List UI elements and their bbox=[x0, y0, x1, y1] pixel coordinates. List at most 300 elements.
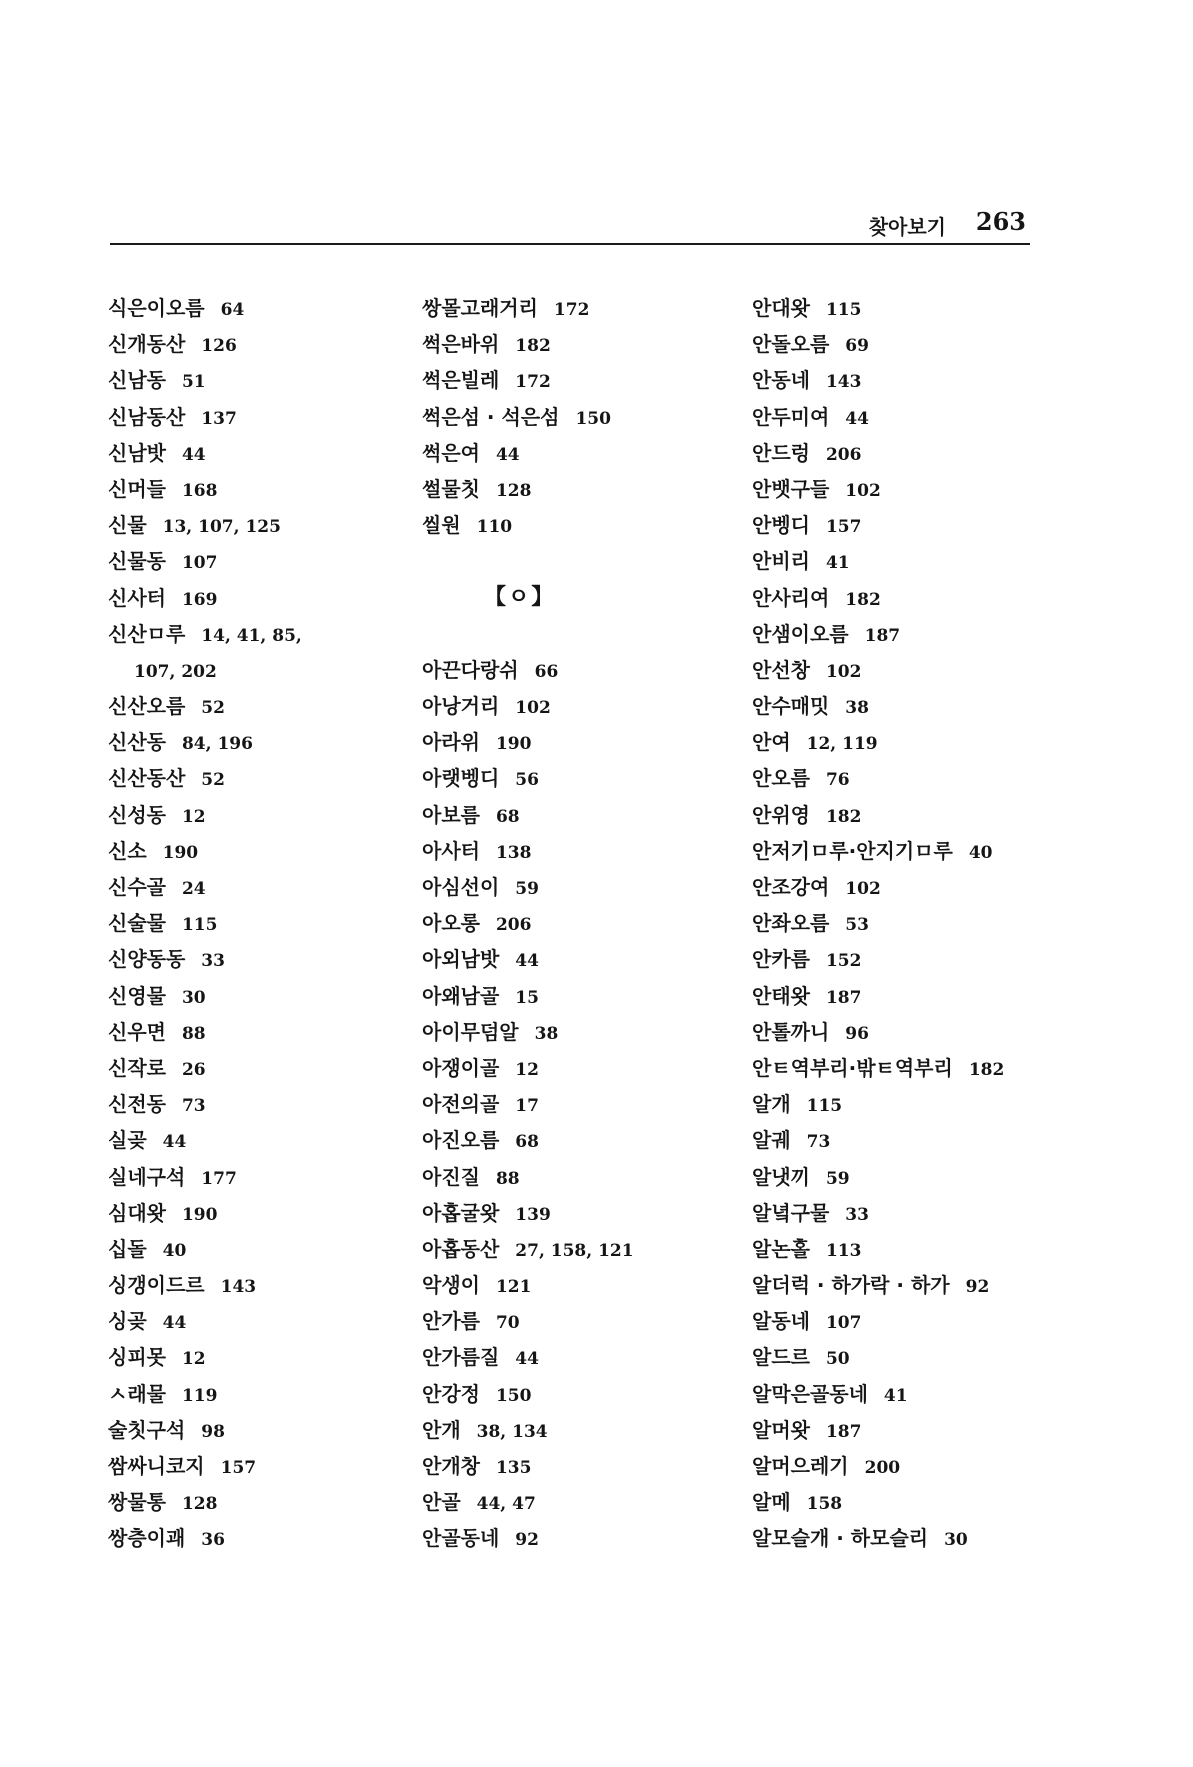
entry-pages: 137 bbox=[201, 408, 237, 429]
entry-pages: 12, 119 bbox=[806, 734, 878, 755]
index-entry bbox=[752, 362, 1052, 398]
entry-pages: 98 bbox=[201, 1421, 225, 1442]
index-entry bbox=[422, 399, 722, 435]
entry-term: 싱곶 bbox=[108, 1309, 147, 1334]
entry-pages: 70 bbox=[495, 1313, 520, 1334]
index-entry bbox=[752, 543, 1052, 579]
index-entry bbox=[752, 1050, 1052, 1086]
index-entry bbox=[752, 1195, 1052, 1231]
entry-pages: 182 bbox=[825, 806, 862, 827]
entry-term: 알막은골동네 bbox=[752, 1381, 868, 1406]
entry-pages: 121 bbox=[495, 1277, 532, 1298]
entry-term: 알개 bbox=[752, 1092, 791, 1117]
entry-term: 신소 bbox=[108, 838, 147, 863]
entry-pages: 50 bbox=[825, 1349, 850, 1370]
entry-term: 아쟁이골 bbox=[422, 1055, 500, 1080]
entry-pages: 172 bbox=[553, 300, 590, 320]
entry-term: 아이무덤알 bbox=[422, 1019, 519, 1044]
index-entry bbox=[422, 1159, 722, 1195]
entry-pages: 102 bbox=[845, 480, 881, 501]
entry-term: 썩은바위 bbox=[422, 332, 500, 357]
entry-term: 안비리 bbox=[752, 549, 810, 574]
index-entry bbox=[752, 1303, 1052, 1339]
entry-pages: 150 bbox=[495, 1385, 532, 1406]
entry-term: 신산오름 bbox=[108, 694, 186, 719]
entry-pages: 15 bbox=[515, 987, 539, 1008]
entry-term: 안태왓 bbox=[752, 983, 810, 1008]
entry-pages: 115 bbox=[825, 300, 862, 320]
entry-term: 썰물칫 bbox=[422, 476, 480, 501]
index-entry bbox=[422, 833, 722, 869]
entry-pages: 84, 196 bbox=[181, 734, 253, 755]
entry-pages: 44 bbox=[162, 1313, 187, 1334]
entry-pages: 38 bbox=[845, 698, 869, 719]
entry-pages: 44 bbox=[845, 408, 869, 429]
index-entry bbox=[752, 1231, 1052, 1267]
entry-pages: 44 bbox=[181, 444, 206, 465]
index-entry bbox=[752, 1086, 1052, 1122]
entry-term: 알논홀 bbox=[752, 1236, 810, 1261]
entry-pages: 13, 107, 125 bbox=[162, 517, 281, 538]
entry-term: 안저기ㅁ루·안지기ㅁ루 bbox=[752, 838, 953, 863]
entry-pages: 36 bbox=[201, 1530, 225, 1551]
entry-pages: 102 bbox=[515, 698, 551, 719]
entry-pages: 187 bbox=[864, 625, 901, 646]
entry-term: 안두미여 bbox=[752, 404, 830, 429]
entry-pages: 169 bbox=[181, 589, 218, 610]
entry-pages: 206 bbox=[825, 444, 862, 465]
entry-term: 아진오름 bbox=[422, 1128, 500, 1153]
entry-term: 쌍물통 bbox=[108, 1490, 166, 1515]
entry-term: 아심선이 bbox=[422, 875, 500, 899]
index-entry bbox=[108, 797, 408, 833]
index-entry bbox=[422, 1303, 722, 1339]
entry-pages: 182 bbox=[968, 1059, 1005, 1080]
entry-pages: 135 bbox=[495, 1458, 532, 1478]
index-entry bbox=[108, 1448, 408, 1484]
entry-term: 신술물 bbox=[108, 911, 166, 936]
entry-pages: 40 bbox=[162, 1240, 187, 1261]
page-number: 263 bbox=[975, 207, 1026, 236]
entry-term: 알냇끼 bbox=[752, 1164, 810, 1189]
index-entry bbox=[422, 1086, 722, 1122]
entry-term: 알드르 bbox=[752, 1345, 810, 1370]
entry-term: 안가름 bbox=[422, 1309, 480, 1334]
entry-term: 씰원 bbox=[422, 513, 461, 538]
entry-term: 안가름질 bbox=[422, 1345, 500, 1370]
index-entry bbox=[108, 652, 408, 688]
entry-term: 안골 bbox=[422, 1490, 461, 1515]
entry-term: 안돌오름 bbox=[752, 332, 830, 357]
entry-pages: 177 bbox=[201, 1168, 237, 1189]
index-entry bbox=[422, 1412, 722, 1448]
index-entry bbox=[108, 326, 408, 362]
entry-term: 안개 bbox=[422, 1417, 461, 1442]
index-entry bbox=[752, 1376, 1052, 1412]
entry-term: 쌍층이괘 bbox=[108, 1526, 186, 1551]
entry-term: 신사터 bbox=[108, 585, 166, 610]
entry-term: 안강정 bbox=[422, 1381, 480, 1406]
entry-term: 십돌 bbox=[108, 1236, 147, 1261]
entry-term: 알머왓 bbox=[752, 1417, 810, 1442]
entry-term: 아오롱 bbox=[422, 911, 480, 936]
index-entry bbox=[422, 1267, 722, 1303]
index-entry bbox=[422, 797, 722, 833]
index-entry bbox=[108, 1484, 408, 1520]
index-entry bbox=[752, 1014, 1052, 1050]
entry-term: 안카름 bbox=[752, 947, 810, 972]
entry-pages: 102 bbox=[825, 661, 862, 682]
index-entry bbox=[108, 543, 408, 579]
entry-term: 신산동 bbox=[108, 730, 166, 755]
entry-pages: 110 bbox=[476, 517, 513, 538]
entry-pages: 64 bbox=[220, 300, 245, 320]
entry-term: 신개동산 bbox=[108, 332, 186, 357]
entry-pages: 12 bbox=[181, 1349, 206, 1370]
index-entry bbox=[108, 580, 408, 616]
entry-pages: 190 bbox=[181, 1204, 218, 1225]
index-entry bbox=[422, 978, 722, 1014]
index-entry bbox=[108, 905, 408, 941]
entry-term: 아홉굴왓 bbox=[422, 1200, 500, 1225]
entry-term: 안선창 bbox=[752, 657, 810, 682]
index-entry bbox=[422, 435, 722, 471]
entry-pages: 41 bbox=[883, 1385, 908, 1406]
entry-term: 신수골 bbox=[108, 875, 166, 899]
entry-pages: 73 bbox=[181, 1096, 206, 1117]
entry-pages: 30 bbox=[181, 987, 206, 1008]
index-entry bbox=[752, 652, 1052, 688]
entry-pages: 51 bbox=[181, 372, 206, 393]
entry-pages: 206 bbox=[495, 915, 532, 936]
index-entry bbox=[422, 471, 722, 507]
entry-pages: 107, 202 bbox=[134, 661, 217, 682]
entry-pages: 152 bbox=[825, 951, 862, 972]
index-entry bbox=[108, 1231, 408, 1267]
entry-term: 쌍몰고래거리 bbox=[422, 296, 538, 320]
index-entry bbox=[752, 869, 1052, 905]
entry-term: 안조강여 bbox=[752, 875, 830, 899]
entry-term: 실네구석 bbox=[108, 1164, 186, 1189]
entry-term: 알녘구물 bbox=[752, 1200, 830, 1225]
index-entry bbox=[752, 1267, 1052, 1303]
entry-term: 신성동 bbox=[108, 802, 166, 827]
entry-term: 알더럭 · 하가락 · 하가 bbox=[752, 1273, 950, 1298]
entry-pages: 182 bbox=[515, 336, 551, 357]
index-entry bbox=[422, 724, 722, 760]
index-entry bbox=[752, 1448, 1052, 1484]
entry-pages: 172 bbox=[515, 372, 551, 393]
entry-pages: 44 bbox=[515, 951, 539, 972]
entry-pages: 190 bbox=[495, 734, 532, 755]
entry-pages: 143 bbox=[220, 1277, 257, 1298]
entry-pages: 27, 158, 121 bbox=[515, 1240, 634, 1261]
entry-term: 신작로 bbox=[108, 1055, 166, 1080]
entry-pages: 138 bbox=[495, 842, 532, 863]
entry-term: 실곶 bbox=[108, 1128, 147, 1153]
entry-pages: 107 bbox=[825, 1313, 862, 1334]
entry-pages: 92 bbox=[515, 1530, 539, 1551]
entry-pages: 158 bbox=[806, 1494, 843, 1515]
entry-term: 안벵디 bbox=[752, 513, 810, 538]
index-entry bbox=[422, 1122, 722, 1158]
entry-term: 아사터 bbox=[422, 838, 480, 863]
index-entry bbox=[108, 507, 408, 543]
entry-pages: 182 bbox=[845, 589, 881, 610]
index-entry bbox=[422, 1014, 722, 1050]
index-entry bbox=[108, 362, 408, 398]
index-entry bbox=[108, 978, 408, 1014]
entry-pages: 126 bbox=[201, 336, 237, 357]
entry-pages: 40 bbox=[968, 842, 993, 863]
index-entry bbox=[108, 833, 408, 869]
entry-pages: 115 bbox=[806, 1096, 843, 1117]
entry-term: 신물동 bbox=[108, 549, 166, 574]
entry-pages: 44 bbox=[515, 1349, 539, 1370]
entry-term: 아홉동산 bbox=[422, 1236, 500, 1261]
entry-pages: 102 bbox=[845, 879, 881, 899]
entry-pages: 107 bbox=[181, 553, 218, 574]
index-entry bbox=[422, 507, 722, 543]
entry-term: 안톨까니 bbox=[752, 1019, 830, 1044]
index-entry bbox=[108, 941, 408, 977]
index-entry bbox=[108, 1050, 408, 1086]
entry-term: 신산ㅁ루 bbox=[108, 621, 186, 646]
index-entry bbox=[108, 688, 408, 724]
entry-term: 안대왓 bbox=[752, 296, 810, 320]
entry-term: 안사리여 bbox=[752, 585, 830, 610]
entry-pages: 143 bbox=[825, 372, 862, 393]
index-entry bbox=[108, 435, 408, 471]
entry-term: 안ㅌ역부리·밖ㅌ역부리 bbox=[752, 1055, 953, 1080]
entry-pages: 128 bbox=[495, 480, 532, 501]
entry-term: 싱피못 bbox=[108, 1345, 166, 1370]
entry-pages: 26 bbox=[181, 1059, 206, 1080]
entry-pages: 68 bbox=[495, 806, 520, 827]
entry-pages: 73 bbox=[806, 1132, 831, 1153]
entry-pages: 53 bbox=[845, 915, 869, 936]
index-entry bbox=[108, 1159, 408, 1195]
index-entry bbox=[422, 869, 722, 905]
entry-pages: 59 bbox=[825, 1168, 850, 1189]
index-entry bbox=[422, 1520, 722, 1556]
entry-term: 아낭거리 bbox=[422, 694, 500, 719]
entry-term: 술칫구석 bbox=[108, 1417, 186, 1442]
entry-term: 식은이오름 bbox=[108, 296, 205, 320]
index-entry bbox=[422, 1339, 722, 1375]
index-entry bbox=[422, 1448, 722, 1484]
entry-term: 신산동산 bbox=[108, 766, 186, 791]
index-entry bbox=[108, 1376, 408, 1412]
entry-pages: 115 bbox=[181, 915, 218, 936]
entry-term: 신머들 bbox=[108, 476, 166, 501]
entry-term: 신남밧 bbox=[108, 440, 166, 465]
index-entry bbox=[108, 616, 408, 652]
section-heading: 【ㅇ】 bbox=[484, 584, 556, 610]
entry-pages: 157 bbox=[825, 517, 862, 538]
entry-term: 알궤 bbox=[752, 1128, 791, 1153]
index-entry bbox=[752, 1520, 1052, 1556]
index-entry bbox=[422, 1231, 722, 1267]
entry-term: 아라위 bbox=[422, 730, 480, 755]
entry-term: 안드렁 bbox=[752, 440, 810, 465]
entry-term: 썩은여 bbox=[422, 440, 480, 465]
index-entry bbox=[752, 833, 1052, 869]
index-entry bbox=[752, 760, 1052, 796]
entry-pages: 38 bbox=[534, 1023, 559, 1044]
entry-pages: 24 bbox=[181, 879, 206, 899]
entry-pages: 52 bbox=[201, 770, 225, 791]
entry-pages: 128 bbox=[181, 1494, 218, 1515]
entry-pages: 157 bbox=[220, 1458, 257, 1478]
entry-term: 신영물 bbox=[108, 983, 166, 1008]
entry-term: 신남동산 bbox=[108, 404, 186, 429]
entry-term: ㅅ래물 bbox=[108, 1381, 166, 1406]
index-entry bbox=[108, 1520, 408, 1556]
index-column-3 bbox=[752, 290, 1052, 1557]
entry-pages: 119 bbox=[181, 1385, 218, 1406]
entry-term: 썩은빌레 bbox=[422, 368, 500, 393]
entry-term: 심대왓 bbox=[108, 1200, 166, 1225]
index-entry bbox=[752, 941, 1052, 977]
entry-term: 쌈싸니코지 bbox=[108, 1454, 205, 1478]
entry-pages: 12 bbox=[515, 1059, 539, 1080]
entry-pages: 76 bbox=[825, 770, 850, 791]
entry-term: 알모슬개 · 하모슬리 bbox=[752, 1526, 929, 1551]
entry-pages: 187 bbox=[825, 1421, 862, 1442]
entry-term: 신양동동 bbox=[108, 947, 186, 972]
entry-term: 안동네 bbox=[752, 368, 810, 393]
index-entry bbox=[752, 978, 1052, 1014]
index-entry bbox=[108, 1267, 408, 1303]
index-entry bbox=[422, 290, 722, 326]
entry-term: 안뱃구들 bbox=[752, 476, 830, 501]
entry-pages: 14, 41, 85, bbox=[201, 625, 302, 646]
entry-term: 싱갱이드르 bbox=[108, 1273, 205, 1298]
entry-term: 썩은섬 · 석은섬 bbox=[422, 404, 560, 429]
entry-pages: 66 bbox=[534, 661, 559, 682]
index-entry bbox=[422, 1376, 722, 1412]
index-entry bbox=[752, 326, 1052, 362]
entry-term: 안여 bbox=[752, 730, 791, 755]
entry-term: 아랫벵디 bbox=[422, 766, 500, 791]
entry-term: 안샘이오름 bbox=[752, 621, 849, 646]
index-entry bbox=[108, 399, 408, 435]
index-entry bbox=[752, 688, 1052, 724]
entry-pages: 168 bbox=[181, 480, 218, 501]
entry-term: 알메 bbox=[752, 1490, 791, 1515]
index-column-2 bbox=[422, 290, 722, 1557]
index-entry bbox=[422, 652, 722, 688]
entry-pages: 187 bbox=[825, 987, 862, 1008]
index-entry bbox=[422, 1484, 722, 1520]
index-column-1 bbox=[108, 290, 408, 1557]
entry-pages: 17 bbox=[515, 1096, 539, 1117]
index-entry bbox=[752, 1412, 1052, 1448]
index-entry bbox=[752, 905, 1052, 941]
entry-pages: 59 bbox=[515, 879, 539, 899]
entry-pages: 190 bbox=[162, 842, 199, 863]
index-entry bbox=[422, 905, 722, 941]
index-entry bbox=[108, 471, 408, 507]
entry-pages: 113 bbox=[825, 1240, 862, 1261]
entry-pages: 68 bbox=[515, 1132, 539, 1153]
index-entry bbox=[108, 290, 408, 326]
entry-term: 신물 bbox=[108, 513, 147, 538]
entry-term: 신전동 bbox=[108, 1092, 166, 1117]
entry-pages: 56 bbox=[515, 770, 539, 791]
index-entry bbox=[752, 471, 1052, 507]
index-entry bbox=[422, 760, 722, 796]
index-entry bbox=[108, 869, 408, 905]
index-entry bbox=[422, 688, 722, 724]
index-entry bbox=[422, 326, 722, 362]
entry-term: 신남동 bbox=[108, 368, 166, 393]
index-entry bbox=[752, 724, 1052, 760]
entry-term: 악생이 bbox=[422, 1273, 480, 1298]
entry-term: 알머으레기 bbox=[752, 1454, 849, 1478]
entry-term: 아끈다랑쉬 bbox=[422, 657, 519, 682]
index-entry bbox=[752, 507, 1052, 543]
header-title: 찾아보기 bbox=[868, 215, 946, 239]
entry-pages: 92 bbox=[965, 1277, 990, 1298]
index-entry bbox=[108, 724, 408, 760]
index-entry bbox=[108, 1122, 408, 1158]
spacer bbox=[422, 543, 722, 579]
entry-term: 아보름 bbox=[422, 802, 480, 827]
entry-pages: 12 bbox=[181, 806, 206, 827]
entry-pages: 44 bbox=[162, 1132, 187, 1153]
entry-pages: 38, 134 bbox=[476, 1421, 548, 1442]
index-entry bbox=[422, 362, 722, 398]
index-entry bbox=[752, 1159, 1052, 1195]
entry-pages: 88 bbox=[181, 1023, 206, 1044]
page-header bbox=[110, 205, 1030, 245]
entry-pages: 44, 47 bbox=[476, 1494, 536, 1515]
index-entry bbox=[752, 399, 1052, 435]
entry-term: 알동네 bbox=[752, 1309, 810, 1334]
index-entry bbox=[752, 1339, 1052, 1375]
index-entry bbox=[752, 580, 1052, 616]
entry-pages: 200 bbox=[864, 1458, 901, 1478]
index-entry bbox=[422, 1195, 722, 1231]
index-entry bbox=[752, 1484, 1052, 1520]
entry-pages: 30 bbox=[944, 1530, 968, 1551]
entry-term: 안개창 bbox=[422, 1454, 480, 1478]
index-entry bbox=[108, 1086, 408, 1122]
index-entry bbox=[108, 1195, 408, 1231]
entry-pages: 96 bbox=[845, 1023, 869, 1044]
entry-pages: 150 bbox=[575, 408, 611, 429]
entry-term: 안위영 bbox=[752, 802, 810, 827]
entry-term: 아진질 bbox=[422, 1164, 480, 1189]
index-entry bbox=[422, 941, 722, 977]
entry-term: 신우면 bbox=[108, 1019, 166, 1044]
index-entry bbox=[422, 1050, 722, 1086]
index-entry bbox=[752, 616, 1052, 652]
index-entry bbox=[108, 1014, 408, 1050]
index-entry bbox=[108, 1339, 408, 1375]
spacer bbox=[422, 616, 722, 652]
entry-pages: 44 bbox=[495, 444, 520, 465]
entry-term: 안오름 bbox=[752, 766, 810, 791]
entry-pages: 139 bbox=[515, 1204, 551, 1225]
index-entry bbox=[752, 1122, 1052, 1158]
index-entry bbox=[108, 760, 408, 796]
entry-pages: 41 bbox=[825, 553, 850, 574]
entry-term: 안좌오름 bbox=[752, 911, 830, 936]
entry-pages: 33 bbox=[845, 1204, 869, 1225]
